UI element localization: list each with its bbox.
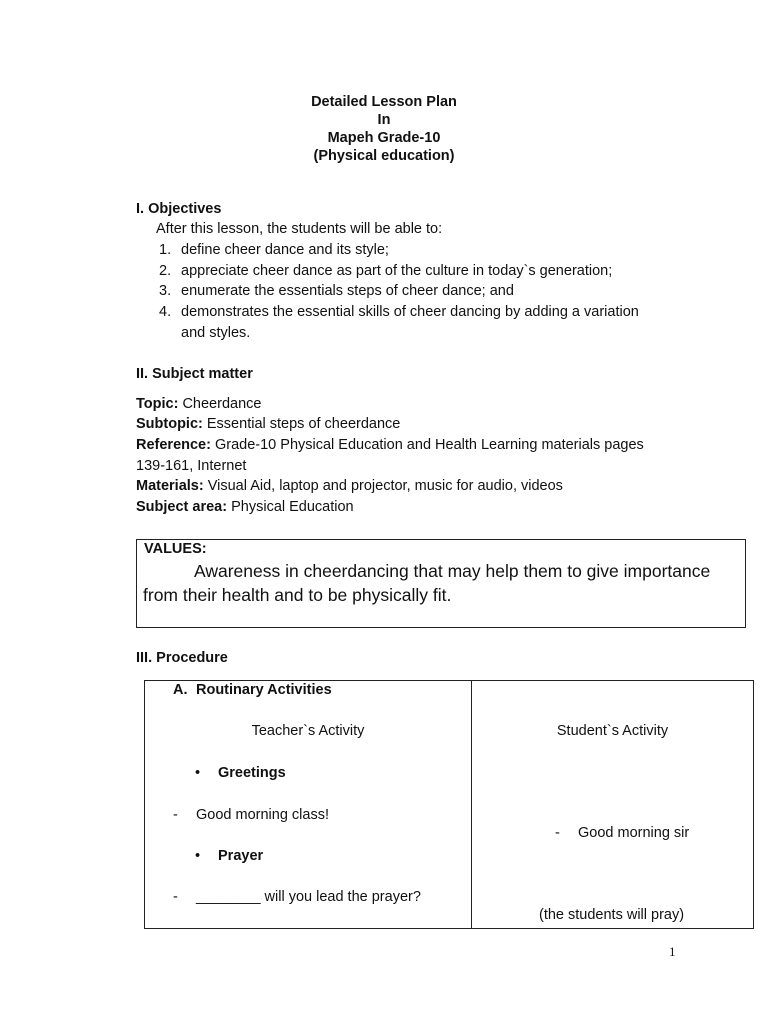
objective-text-cont: and styles. (181, 325, 251, 341)
title-line-1: Detailed Lesson Plan (311, 94, 457, 110)
values-label: VALUES: (144, 541, 207, 557)
prayer-label: Prayer (218, 848, 264, 864)
topic-label: Topic: (136, 396, 179, 412)
objective-num: 4. (159, 304, 172, 320)
reference-value: Grade-10 Physical Education and Health Learning materials pages (214, 437, 644, 453)
objective-text: define cheer dance and its style; (181, 242, 389, 258)
objective-num: 3. (159, 283, 172, 299)
values-text: Awareness in cheerdancing that may help them to give importance from their health and to be physically fit. (143, 561, 711, 605)
subtopic-row (136, 416, 400, 432)
materials-row (136, 478, 563, 494)
objectives-heading: I. Objectives (136, 201, 222, 217)
objective-text: appreciate cheer dance as part of the culture in today`s generation; (181, 263, 613, 279)
section-title: Routinary Activities (196, 682, 332, 698)
student-activity-header: Student`s Activity (556, 723, 669, 739)
subject-area-value: Physical Education (231, 499, 354, 515)
reference-row (136, 437, 644, 453)
title-line-2: In (377, 112, 391, 128)
objective-text: enumerate the essentials steps of cheer dance; and (181, 283, 514, 299)
teacher-prayer: ________ will you lead the prayer? (196, 889, 421, 905)
bullet: • (195, 765, 201, 781)
topic-row (136, 396, 261, 412)
procedure-table (144, 680, 754, 929)
title-line-3: Mapeh Grade-10 (327, 130, 441, 146)
subject-matter-heading: II. Subject matter (136, 366, 253, 382)
reference-cont: 139-161, Internet (136, 458, 247, 474)
materials-label: Materials: (136, 478, 204, 494)
procedure-heading: III. Procedure (136, 650, 228, 666)
page-number: 1 (669, 944, 676, 959)
title-line-4: (Physical education) (313, 148, 455, 164)
objective-num: 2. (159, 263, 172, 279)
dash: - (173, 889, 178, 905)
dash: - (173, 807, 178, 823)
column-divider (471, 681, 472, 928)
dash: - (555, 825, 560, 841)
subtopic-value: Essential steps of cheerdance (206, 416, 401, 432)
materials-value: Visual Aid, laptop and projector, music for audio, videos (207, 478, 563, 494)
section-number: A. (173, 682, 188, 698)
objective-num: 1. (159, 242, 172, 258)
objectives-intro: After this lesson, the students will be able to: (156, 221, 443, 237)
greetings-label: Greetings (218, 765, 286, 781)
student-prayer: (the students will pray) (539, 907, 685, 923)
subject-area-row (136, 499, 354, 515)
bullet: • (195, 848, 201, 864)
topic-value: Cheerdance (182, 396, 262, 412)
values-box (136, 539, 746, 628)
student-greeting: Good morning sir (578, 825, 690, 841)
objective-text: demonstrates the essential skills of cheer dancing by adding a variation (181, 304, 639, 320)
subtopic-label: Subtopic: (136, 416, 203, 432)
teacher-activity-header: Teacher`s Activity (251, 723, 365, 739)
reference-label: Reference: (136, 437, 211, 453)
subject-area-label: Subject area: (136, 499, 228, 515)
teacher-greeting: Good morning class! (196, 807, 329, 823)
